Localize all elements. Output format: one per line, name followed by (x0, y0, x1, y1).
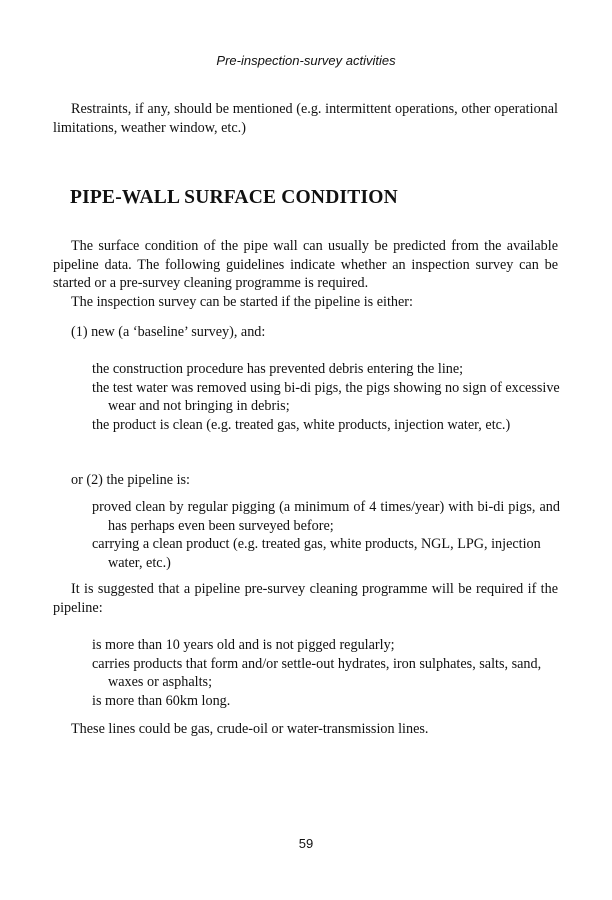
case-1-label: (1) new (a ‘baseline’ survey), and: (71, 324, 266, 340)
cleaning-conditions-list (92, 636, 560, 710)
cleaning-intro-paragraph: It is suggested that a pipeline pre-survey cleaning programme will be required if the pipeline: (53, 581, 558, 616)
case-2-list (92, 498, 560, 572)
restraints-paragraph: Restraints, if any, should be mentioned (e.g. intermittent operations, other operational limitations, weather window, etc.) (53, 101, 558, 136)
closing-paragraph: These lines could be gas, crude-oil or water-transmission lines. (71, 721, 429, 737)
case-1-list (92, 360, 560, 434)
running-header: Pre-inspection-survey activities (216, 53, 396, 68)
list-item: the construction procedure has prevented debris entering the line; (92, 361, 464, 377)
case-2-label: or (2) the pipeline is: (71, 472, 190, 488)
list-item: the test water was removed using bi-di pigs, the pigs showing no sign of excessive wear and not bringing in debris; (92, 379, 560, 415)
list-item: is more than 60km long. (92, 692, 231, 709)
list-item: the product is clean (e.g. treated gas, white products, injection water, etc.) (92, 416, 511, 433)
section-heading: PIPE-WALL SURFACE CONDITION (70, 187, 398, 208)
intro-paragraph: The surface condition of the pipe wall can usually be predicted from the available pipeline data. The following guidelines indicate whether an inspection survey can be started or a pre-survey cleaning programme is required. (53, 238, 558, 292)
list-item: carrying a clean product (e.g. treated gas, white products, NGL, LPG, injection water, etc.) (92, 536, 541, 571)
page-number: 59 (298, 836, 314, 851)
start-condition-text: The inspection survey can be started if the pipeline is either: (71, 294, 413, 310)
list-item: carries products that form and/or settle-out hydrates, iron sulphates, salts, sand, waxes or asphalts; (92, 655, 542, 691)
list-item: is more than 10 years old and is not pigged regularly; (92, 637, 395, 653)
list-item: proved clean by regular pigging (a minimum of 4 times/year) with bi-di pigs, and has perhaps even been surveyed before; (92, 499, 560, 534)
